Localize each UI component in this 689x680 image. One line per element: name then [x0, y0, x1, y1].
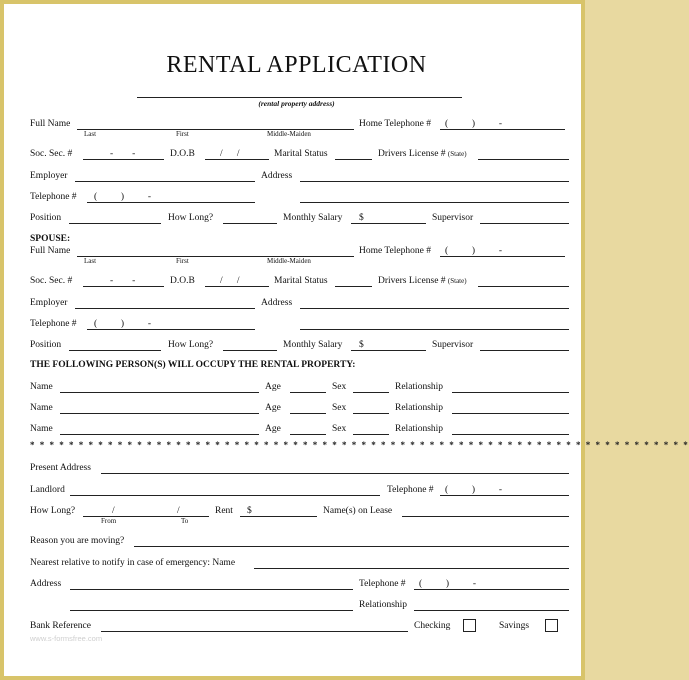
- how-long-line[interactable]: [223, 223, 277, 224]
- spouse-home-telephone-format: ( ) -: [445, 246, 502, 256]
- employer-address-line-1[interactable]: [300, 181, 569, 182]
- spouse-marital-status-label: Marital Status: [274, 276, 328, 286]
- occupant-2-relationship-line[interactable]: [452, 413, 569, 414]
- savings-checkbox[interactable]: [545, 619, 558, 632]
- soc-sec-line[interactable]: [83, 159, 164, 160]
- relative-address-line-2[interactable]: [70, 610, 353, 611]
- checking-checkbox[interactable]: [463, 619, 476, 632]
- occupant-3-name-label: Name: [30, 424, 53, 434]
- to-caption: To: [181, 517, 189, 525]
- employer-line[interactable]: [75, 181, 255, 182]
- home-telephone-format: ( ) -: [445, 119, 502, 129]
- first-name-caption: First: [176, 130, 189, 138]
- occupant-3-sex-line[interactable]: [353, 434, 389, 435]
- drivers-license-label: Drivers License # (State): [378, 149, 467, 159]
- occupants-heading: THE FOLLOWING PERSON(S) WILL OCCUPY THE RENTAL PROPERTY:: [30, 360, 356, 370]
- nearest-relative-name-line[interactable]: [254, 568, 569, 569]
- spouse-dob-line[interactable]: [205, 286, 269, 287]
- position-line[interactable]: [69, 223, 161, 224]
- spouse-employer-label: Employer: [30, 298, 68, 308]
- spouse-drivers-license-line[interactable]: [478, 286, 569, 287]
- occupant-1-age-label: Age: [265, 382, 281, 392]
- occupant-2-relationship-label: Relationship: [395, 403, 444, 413]
- spouse-dob-label: D.O.B: [170, 276, 195, 286]
- spouse-position-label: Position: [30, 340, 62, 350]
- last-name-caption: Last: [84, 130, 97, 138]
- reason-moving-label: Reason you are moving?: [30, 536, 125, 546]
- occupant-3-age-line[interactable]: [290, 434, 326, 435]
- from-caption: From: [101, 517, 117, 525]
- dob-label: D.O.B: [170, 149, 195, 159]
- full-name-line[interactable]: [77, 129, 354, 130]
- spouse-employer-address-line-2[interactable]: [300, 329, 569, 330]
- spouse-telephone-label: Telephone #: [30, 319, 77, 329]
- occupant-3-age-label: Age: [265, 424, 281, 434]
- bank-reference-line[interactable]: [101, 631, 408, 632]
- salary-dollar-sign: $: [359, 213, 364, 223]
- spouse-middle-name-caption: Middle-Maiden: [267, 257, 311, 265]
- occupant-2-name-line[interactable]: [60, 413, 259, 414]
- occupant-2-age-label: Age: [265, 403, 281, 413]
- relative-address-label: Address: [30, 579, 62, 589]
- occupant-3-relationship-label: Relationship: [395, 424, 444, 434]
- spouse-supervisor-label: Supervisor: [432, 340, 474, 350]
- reason-moving-line[interactable]: [134, 546, 569, 547]
- spouse-soc-sec-label: Soc. Sec. #: [30, 276, 73, 286]
- rent-dollar-sign: $: [247, 506, 252, 516]
- residence-how-long-label: How Long?: [30, 506, 76, 516]
- spouse-dob-format: / /: [220, 276, 240, 286]
- spouse-home-telephone-label: Home Telephone #: [359, 246, 431, 256]
- monthly-salary-label: Monthly Salary: [283, 213, 343, 223]
- to-slash: /: [177, 506, 180, 516]
- savings-label: Savings: [499, 621, 530, 631]
- bank-reference-label: Bank Reference: [30, 621, 91, 631]
- page-title: RENTAL APPLICATION: [166, 52, 427, 78]
- names-on-lease-line[interactable]: [402, 516, 569, 517]
- occupant-2-name-label: Name: [30, 403, 53, 413]
- occupant-1-relationship-label: Relationship: [395, 382, 444, 392]
- relative-relationship-label: Relationship: [359, 600, 408, 610]
- spouse-first-name-caption: First: [176, 257, 189, 265]
- relative-relationship-line[interactable]: [414, 610, 569, 611]
- marital-status-line[interactable]: [335, 159, 372, 160]
- telephone-label: Telephone #: [30, 192, 77, 202]
- from-slash: /: [112, 506, 115, 516]
- spouse-position-line[interactable]: [69, 350, 161, 351]
- full-name-label: Full Name: [30, 119, 71, 129]
- employer-label: Employer: [30, 171, 68, 181]
- dob-line[interactable]: [205, 159, 269, 160]
- monthly-salary-line[interactable]: [351, 223, 426, 224]
- landlord-line[interactable]: [70, 495, 380, 496]
- spouse-telephone-format: ( ) -: [94, 319, 151, 329]
- landlord-label: Landlord: [30, 485, 65, 495]
- how-long-label: How Long?: [168, 213, 214, 223]
- landlord-telephone-format: ( ) -: [445, 485, 502, 495]
- relative-address-line-1[interactable]: [70, 589, 353, 590]
- spouse-monthly-salary-line[interactable]: [351, 350, 426, 351]
- spouse-home-telephone-line[interactable]: [440, 256, 565, 257]
- dob-format: / /: [220, 149, 240, 159]
- spouse-last-name-caption: Last: [84, 257, 97, 265]
- position-label: Position: [30, 213, 62, 223]
- spouse-soc-sec-line[interactable]: [83, 286, 164, 287]
- supervisor-label: Supervisor: [432, 213, 474, 223]
- employer-address-line-2[interactable]: [300, 202, 569, 203]
- rental-property-address-line[interactable]: [137, 97, 462, 98]
- spouse-telephone-line[interactable]: [87, 329, 255, 330]
- marital-status-label: Marital Status: [274, 149, 328, 159]
- occupant-1-sex-label: Sex: [332, 382, 347, 392]
- present-address-line[interactable]: [101, 473, 569, 474]
- landlord-telephone-line[interactable]: [440, 495, 569, 496]
- watermark: www.s-formsfree.com: [30, 634, 103, 643]
- nearest-relative-label: Nearest relative to notify in case of emergency: Name: [30, 558, 236, 568]
- home-telephone-label: Home Telephone #: [359, 119, 431, 129]
- soc-sec-format: - -: [110, 149, 136, 159]
- occupant-3-relationship-line[interactable]: [452, 434, 569, 435]
- spouse-heading: SPOUSE:: [30, 234, 71, 244]
- home-telephone-line[interactable]: [440, 129, 565, 130]
- spouse-employer-line[interactable]: [75, 308, 255, 309]
- asterisk-separator: * * * * * * * * * * * * * * * * * * * * * * * * * * * * * * * * * * * * * * * * * * * * * * * * * * * * * * * * * * * * * * * * * * * *: [30, 440, 689, 450]
- spouse-soc-sec-format: - -: [110, 276, 136, 286]
- soc-sec-label: Soc. Sec. #: [30, 149, 73, 159]
- relative-telephone-line[interactable]: [414, 589, 569, 590]
- occupant-1-age-line[interactable]: [290, 392, 326, 393]
- landlord-telephone-label: Telephone #: [387, 485, 434, 495]
- spouse-employer-address-label: Address: [261, 298, 293, 308]
- occupant-2-sex-line[interactable]: [353, 413, 389, 414]
- occupant-2-sex-label: Sex: [332, 403, 347, 413]
- occupant-1-relationship-line[interactable]: [452, 392, 569, 393]
- present-address-label: Present Address: [30, 463, 91, 473]
- drivers-license-line[interactable]: [478, 159, 569, 160]
- occupant-1-name-label: Name: [30, 382, 53, 392]
- spouse-marital-status-line[interactable]: [335, 286, 372, 287]
- rental-property-address-caption: (rental property address): [258, 99, 335, 108]
- relative-telephone-label: Telephone #: [359, 579, 406, 589]
- employer-address-label: Address: [261, 171, 293, 181]
- occupant-3-sex-label: Sex: [332, 424, 347, 434]
- spouse-how-long-label: How Long?: [168, 340, 214, 350]
- rent-line[interactable]: [240, 516, 317, 517]
- spouse-salary-dollar-sign: $: [359, 340, 364, 350]
- occupant-2-age-line[interactable]: [290, 413, 326, 414]
- spouse-monthly-salary-label: Monthly Salary: [283, 340, 343, 350]
- names-on-lease-label: Name(s) on Lease: [323, 506, 393, 516]
- spouse-drivers-license-label: Drivers License # (State): [378, 276, 467, 286]
- middle-name-caption: Middle-Maiden: [267, 130, 311, 138]
- spouse-how-long-line[interactable]: [223, 350, 277, 351]
- checking-label: Checking: [414, 621, 451, 631]
- telephone-format: ( ) -: [94, 192, 151, 202]
- occupant-1-name-line[interactable]: [60, 392, 259, 393]
- spouse-full-name-line[interactable]: [77, 256, 354, 257]
- occupant-3-name-line[interactable]: [60, 434, 259, 435]
- relative-telephone-format: ( ) -: [419, 579, 476, 589]
- spouse-employer-address-line-1[interactable]: [300, 308, 569, 309]
- rent-label: Rent: [215, 506, 233, 516]
- spouse-full-name-label: Full Name: [30, 246, 71, 256]
- spouse-supervisor-line[interactable]: [480, 350, 569, 351]
- occupant-1-sex-line[interactable]: [353, 392, 389, 393]
- supervisor-line[interactable]: [480, 223, 569, 224]
- telephone-line[interactable]: [87, 202, 255, 203]
